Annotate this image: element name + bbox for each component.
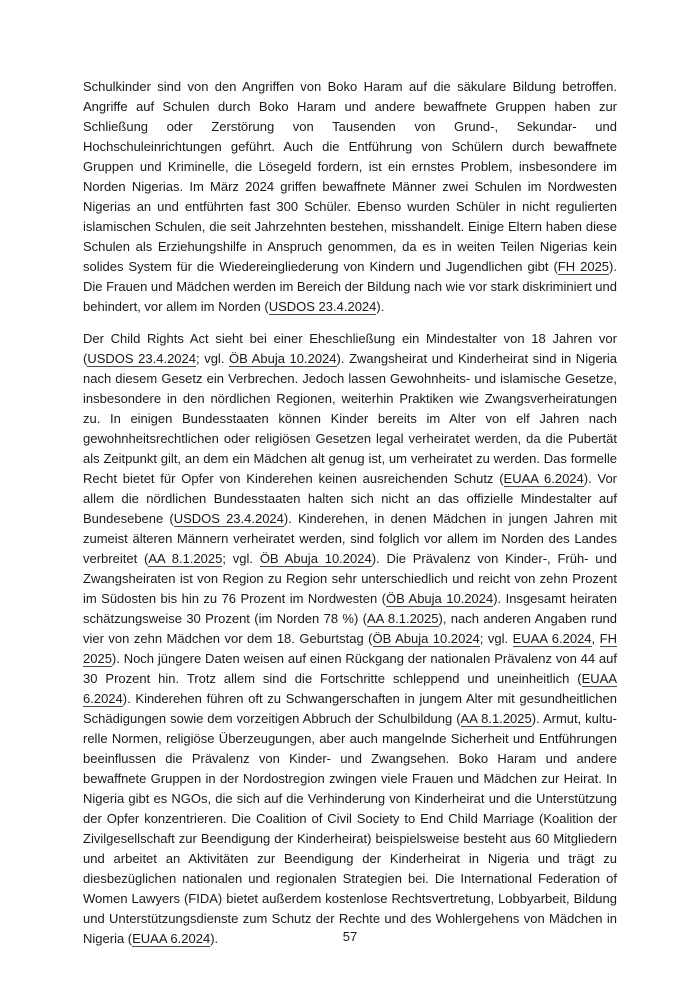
paragraph-text: ). [376,299,385,314]
citation-link[interactable]: AA 8.1.2025 [366,611,439,626]
paragraph-text: ). Die Prävalenz von Kinder-, Früh- und Zwangsheiraten ist von Region zu Region sehr unterschiedlich und reicht von zehn Prozent im Südosten bis hin zu 76 Prozent im Nordwesten ( [83,551,617,606]
paragraph-text: ; vgl. [479,631,513,646]
page-number: 57 [342,929,358,944]
paragraph-text: ). Armut, kulturelle Normen, religiöse Überzeugungen, aber auch mangelnde Sicherheit und Entführungen beeinflussen die Prävalenz von Kinder- und Zwangsehen. Boko Haram und andere bewaffnete Gruppen in der Nordostregion zwingen viele Frauen und Mädchen zur Heirat. In Nigeria gibt es NGOs, die sich auf die Verhinderung von Kinderheirat und die Unterstützung der Opfer konzentrieren. Die Coalition of Civil Society to End Child Marriage (Koalition der Zivilgesellschaft zur Beendigung der Kinderheirat) beispielsweise besteht aus 60 Mitgliedern und arbeitet an Aktivitäten zur Beendigung der Kinderheirat in Nigeria und trägt zu diesbezüglichen nationalen und regionalen Strategien bei. Die International Federation of Women Lawyers (FIDA) bietet außerdem kostenlose Rechtsvertretung, Lobbyarbeit, Bildung und Unterstützungsdienste zum Schutz der Rechte und des Wohlergehens von Mädchen in Nigeria ( [83,711,617,946]
citation-link[interactable]: FH 2025 [83,631,617,666]
citation-link[interactable]: AA 8.1.2025 [148,551,223,566]
citation-link[interactable]: EUAA 6.2024 [83,671,617,706]
citation-link[interactable]: AA 8.1.2025 [460,711,532,726]
paragraph-text: ; vgl. [222,551,260,566]
citation-link[interactable]: ÖB Abuja 10.2024 [259,551,372,566]
paragraph-text: ). [210,931,219,946]
citation-link[interactable]: USDOS 23.4.2024 [87,351,196,366]
paragraph-text: Schulkinder sind von den Angriffen von Boko Haram auf die säkulare Bildung betroffen. Angriffe auf Schulen durch Boko Haram und andere bewaffnete Gruppen haben zur Schließung oder Zerstörung von Tausenden von Grund-, Sekundar- und Hochschuleinrichtungen geführt. Auch die Entführung von Schülern durch bewaffnete Gruppen und Kriminelle, die Lösegeld fordern, ist ein ernstes Problem, insbesondere im Norden Nigerias. Im März 2024 griffen bewaffnete Männer zwei Schulen im Nordwesten Nigerias an und entführten fast 300 Schüler. Ebenso wurden Schüler in nicht regulierten islamischen Schulen, die seit Jahrzehnten bestehen, misshandelt. Einige Eltern haben diese Schulen als Erziehungshilfe in Anspruch genommen, da es in weiten Teilen Nigerias kein solides System für die Wiedereingliederung von Kindern und Jugendlichen gibt ( [83,79,617,274]
citation-link[interactable]: FH 2025 [557,259,610,274]
citation-link[interactable]: ÖB Abuja 10.2024 [372,631,480,646]
paragraph-text: , [591,631,600,646]
citation-link[interactable]: USDOS 23.4.2024 [268,299,377,314]
citation-link[interactable]: USDOS 23.4.2024 [173,511,284,526]
paragraph [83,329,617,949]
paragraph-text: ). Vor allem die nördlichen Bundesstaaten halten sich nicht an das offizielle Mindestalter auf Bundesebene ( [83,471,618,526]
citation-link[interactable]: ÖB Abuja 10.2024 [386,591,494,606]
paragraph-text: ). Zwangsheirat und Kinderheirat sind in Nigeria nach diesem Gesetz ein Verbrechen. Jedoch lassen Gewohnheits- und islamische Gesetze, insbesondere in den nördlichen Regionen, weiterhin Praktiken wie Zwangsverheiratungen zu. In einigen Bundesstaaten können Kinder bereits im Alter von elf Jahren nach gewohnheitsrechtlichen oder religiösen Gesetzen legal verheiratet werden, da die Pubertät als Zeitpunkt gilt, an dem ein Mädchen alt genug ist, um verheiratet zu werden. Das formelle Recht bietet für Opfer von Kinderehen keinen ausreichenden Schutz ( [83,351,617,486]
citation-link[interactable]: EUAA 6.2024 [512,631,592,646]
paragraph-text: ). Kinderehen, in denen Mädchen in jungen Jahren mit zumeist älteren Männern verheiratet werden, sind folglich vor allem im Norden des Landes verbreitet ( [83,511,617,566]
paragraph-text: ), nach anderen Angaben rund vier von zehn Mädchen vor dem 18. Geburtstag ( [83,611,618,646]
document-body [83,77,617,961]
citation-link[interactable]: ÖB Abuja 10.2024 [229,351,337,366]
paragraph-text: ). Die Frauen und Mädchen werden im Bereich der Bildung nach wie vor stark diskriminiert und behindert, vor allem im Norden ( [83,259,617,314]
paragraph-text: ). Insgesamt heiraten schätzungsweise 30 Prozent (im Norden 78 %) ( [83,591,617,626]
paragraph [83,77,617,317]
citation-link[interactable]: EUAA 6.2024 [132,931,211,946]
paragraph-text: ). Kinderehen führen oft zu Schwangerschaften in jungem Alter mit gesundheitlichen Schädigungen sowie dem vorzeitigen Abbruch der Schulbildung ( [83,691,617,726]
paragraph-text: ; vgl. [196,351,230,366]
paragraph-text: Der Child Rights Act sieht bei einer Eheschließung ein Mindestalter von 18 Jahren vor ( [83,331,617,366]
citation-link[interactable]: EUAA 6.2024 [503,471,584,486]
paragraph-text: ). Noch jüngere Daten weisen auf einen Rückgang der nationalen Prävalenz von 44 auf 30 Prozent hin. Trotz allem sind die Fortschritte schleppend und uneinheitlich ( [83,651,617,686]
